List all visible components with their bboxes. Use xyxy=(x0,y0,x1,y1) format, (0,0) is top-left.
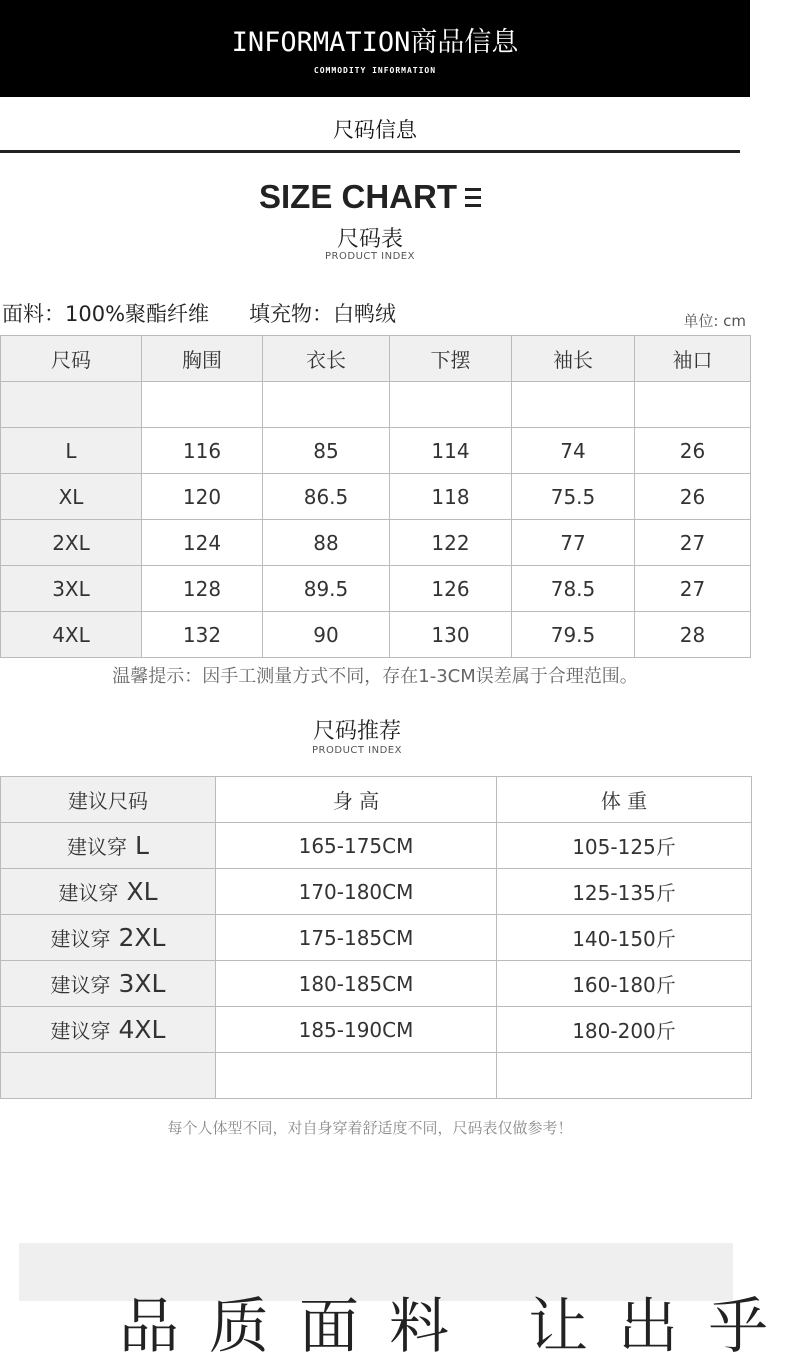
header-cell: 袖长 xyxy=(512,336,635,382)
recommend-size-cell xyxy=(1,961,216,1007)
recommend-title: 尺码推荐 xyxy=(312,719,401,744)
table-row xyxy=(1,474,751,520)
header-cell: 身 高 xyxy=(216,777,497,823)
table-cell: 180-200斤 xyxy=(497,1007,752,1053)
recommend-size-cell xyxy=(1,915,216,961)
table-cell: L xyxy=(1,428,142,474)
table-cell: 2XL xyxy=(1,520,142,566)
section-divider xyxy=(0,150,740,153)
size-chart-title xyxy=(0,178,740,216)
table-cell: 128 xyxy=(142,566,263,612)
table-row xyxy=(1,1007,752,1053)
table-cell: 27 xyxy=(635,520,751,566)
recommend-table xyxy=(0,776,752,1099)
bottom-banner xyxy=(19,1243,798,1362)
table-row xyxy=(1,961,752,1007)
recommend-header-row xyxy=(1,777,752,823)
table-cell: 79.5 xyxy=(512,612,635,658)
table-cell: 165-175CM xyxy=(216,823,497,869)
recommend-size-cell xyxy=(1,869,216,915)
recommend-subtitle: PRODUCT INDEX xyxy=(312,745,402,756)
recommend-size: XL xyxy=(126,877,158,906)
recommend-size: 4XL xyxy=(118,1015,166,1044)
table-cell: 180-185CM xyxy=(216,961,497,1007)
table-row xyxy=(1,823,752,869)
recommend-prefix: 建议穿 xyxy=(50,973,111,997)
table-cell: 28 xyxy=(635,612,751,658)
table-cell: 140-150斤 xyxy=(497,915,752,961)
recommend-prefix: 建议穿 xyxy=(50,1019,111,1043)
table-row-blank xyxy=(1,382,751,428)
table-row xyxy=(1,612,751,658)
table-cell xyxy=(1,382,142,428)
table-cell xyxy=(216,1053,497,1099)
table-row xyxy=(1,566,751,612)
hamburger-icon xyxy=(465,188,481,208)
section-heading: 尺码信息 xyxy=(333,118,417,142)
header-cell: 袖口 xyxy=(635,336,751,382)
table-cell: 78.5 xyxy=(512,566,635,612)
table-cell: 126 xyxy=(390,566,512,612)
table-cell: 105-125斤 xyxy=(497,823,752,869)
table-row xyxy=(1,428,751,474)
table-cell: 185-190CM xyxy=(216,1007,497,1053)
size-table xyxy=(0,335,751,658)
table-cell: 118 xyxy=(390,474,512,520)
table-cell: 77 xyxy=(512,520,635,566)
table-cell: 26 xyxy=(635,474,751,520)
table-cell: 124 xyxy=(142,520,263,566)
table-cell xyxy=(263,382,390,428)
header-cell: 体 重 xyxy=(497,777,752,823)
table-cell: 114 xyxy=(390,428,512,474)
table-cell: 75.5 xyxy=(512,474,635,520)
banner-title: INFORMATION商品信息 xyxy=(231,27,519,58)
table-cell: 130 xyxy=(390,612,512,658)
material-text: 面料：100%聚酯纤维 xyxy=(2,302,210,326)
header-cell: 衣长 xyxy=(263,336,390,382)
measurement-tip: 温馨提示：因手工测量方式不同，存在1-3CM误差属于合理范围。 xyxy=(112,666,638,687)
header-cell: 胸围 xyxy=(142,336,263,382)
header-cell: 下摆 xyxy=(390,336,512,382)
header-cell: 尺码 xyxy=(1,336,142,382)
table-cell: 175-185CM xyxy=(216,915,497,961)
table-cell: 122 xyxy=(390,520,512,566)
filling-text: 填充物：白鸭绒 xyxy=(249,302,397,326)
header-cell: 建议尺码 xyxy=(1,777,216,823)
table-cell xyxy=(512,382,635,428)
recommend-size-cell xyxy=(1,823,216,869)
table-cell: 4XL xyxy=(1,612,142,658)
table-cell xyxy=(1,1053,216,1099)
recommend-size-cell xyxy=(1,1007,216,1053)
size-chart-subtitle-cn: 尺码表 xyxy=(336,227,403,252)
table-cell: 132 xyxy=(142,612,263,658)
banner-subtitle: COMMODITY INFORMATION xyxy=(313,66,437,75)
table-cell xyxy=(497,1053,752,1099)
table-cell: XL xyxy=(1,474,142,520)
table-cell: 27 xyxy=(635,566,751,612)
unit-note: 单位: cm xyxy=(683,312,746,330)
recommend-size: 3XL xyxy=(118,969,166,998)
bottom-banner-text: 品质面料 让出乎 xyxy=(119,1292,798,1362)
recommend-prefix: 建议穿 xyxy=(67,835,128,859)
material-info xyxy=(2,298,396,328)
table-cell xyxy=(142,382,263,428)
table-cell xyxy=(635,382,751,428)
table-cell: 85 xyxy=(263,428,390,474)
table-cell: 125-135斤 xyxy=(497,869,752,915)
table-row xyxy=(1,915,752,961)
table-cell: 90 xyxy=(263,612,390,658)
table-cell: 26 xyxy=(635,428,751,474)
size-chart-subtitle-en: PRODUCT INDEX xyxy=(325,251,415,262)
recommend-prefix: 建议穿 xyxy=(58,881,119,905)
recommend-size: L xyxy=(135,831,149,860)
table-cell: 74 xyxy=(512,428,635,474)
footer-note: 每个人体型不同，对自身穿着舒适度不同，尺码表仅做参考！ xyxy=(167,1119,573,1137)
size-table-header-row xyxy=(1,336,751,382)
table-cell: 116 xyxy=(142,428,263,474)
table-row xyxy=(1,520,751,566)
size-chart-title-text: SIZE CHART xyxy=(259,178,457,215)
table-row-blank xyxy=(1,1053,752,1099)
table-cell: 3XL xyxy=(1,566,142,612)
recommend-size: 2XL xyxy=(118,923,166,952)
table-cell: 89.5 xyxy=(263,566,390,612)
recommend-prefix: 建议穿 xyxy=(50,927,111,951)
table-cell: 88 xyxy=(263,520,390,566)
table-cell: 86.5 xyxy=(263,474,390,520)
table-row xyxy=(1,869,752,915)
table-cell: 160-180斤 xyxy=(497,961,752,1007)
table-cell xyxy=(390,382,512,428)
table-cell: 120 xyxy=(142,474,263,520)
info-banner xyxy=(0,0,750,97)
table-cell: 170-180CM xyxy=(216,869,497,915)
